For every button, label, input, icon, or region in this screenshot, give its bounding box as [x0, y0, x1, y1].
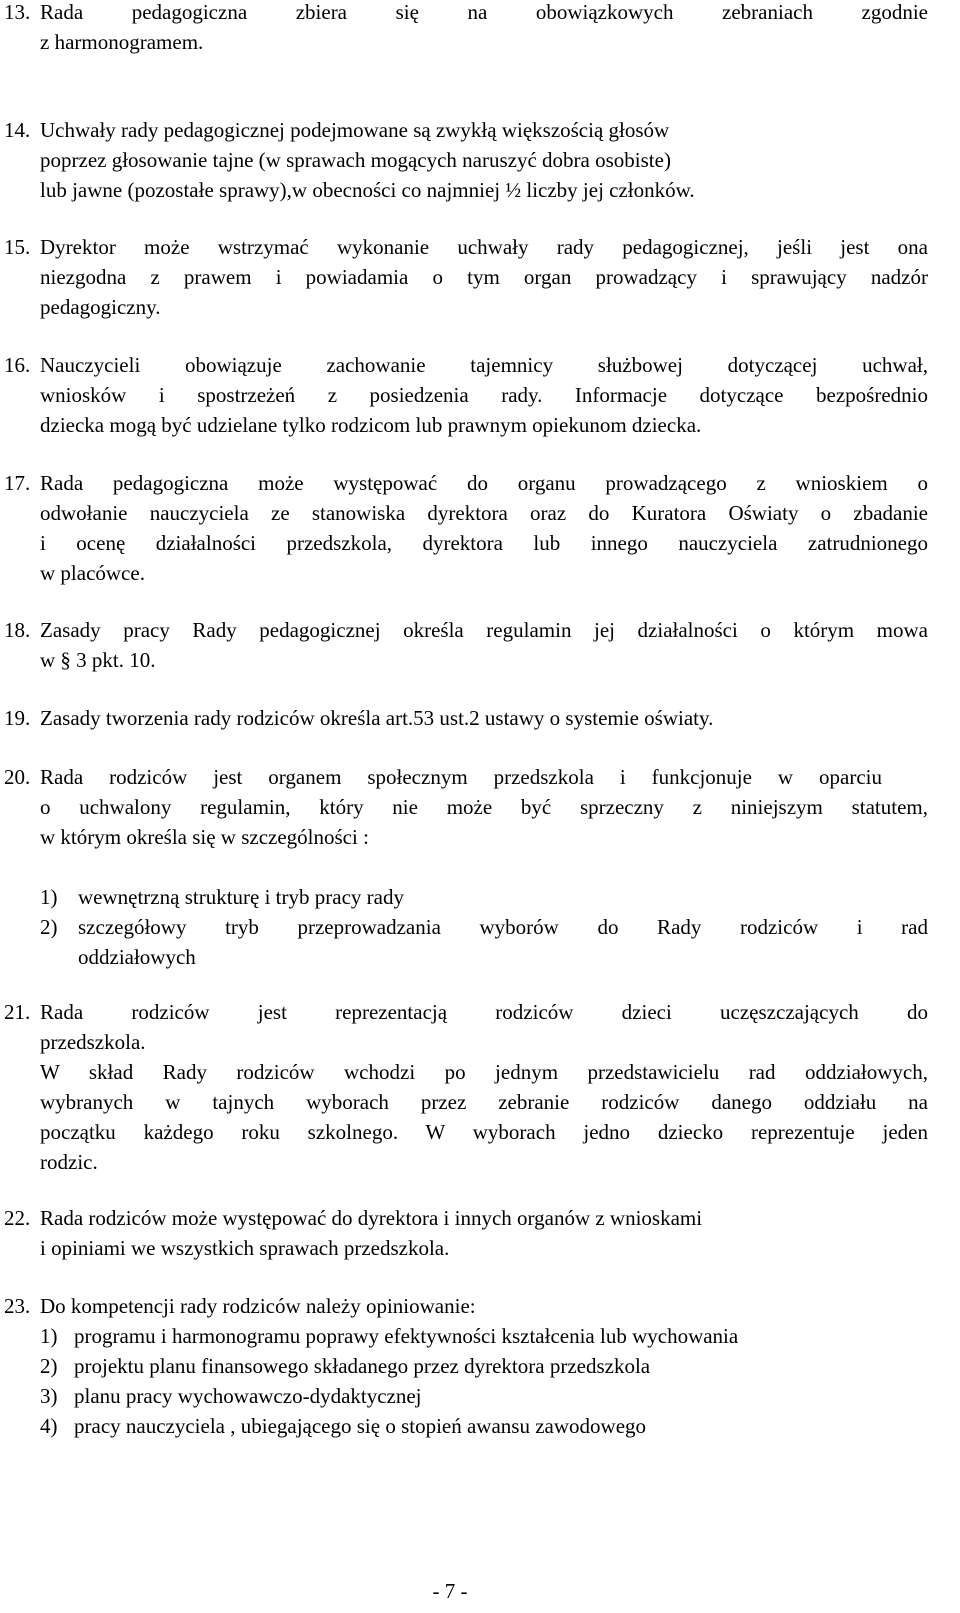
sub-item [40, 1411, 928, 1441]
item-number: 15. [4, 235, 31, 259]
sub-item-text: wewnętrzną strukturę i tryb pracy rady [78, 885, 404, 909]
sub-item-text: oddziałowych [78, 945, 196, 969]
text-line: Rada rodziców jest reprezentacją rodziców dzieci uczęszczających do [40, 1000, 928, 1024]
item-number: 22. [4, 1206, 31, 1230]
text-line: niezgodna z prawem i powiadamia o tym organ prowadzący i sprawujący nadzór [40, 265, 928, 289]
text-line: rodzic. [40, 1150, 98, 1174]
page-number: - 7 - [432, 1579, 468, 1603]
item-text [40, 997, 928, 1177]
text-line: Do kompetencji rady rodziców należy opiniowanie: [40, 1294, 476, 1318]
text-line: w którym określa się w szczególności : [40, 825, 369, 849]
item-text [40, 1203, 928, 1263]
text-line: Rada rodziców może występować do dyrektora i innych organów z wnioskami [40, 1206, 703, 1230]
item-text [40, 232, 928, 322]
item-number: 13. [4, 0, 31, 24]
text-line: z harmonogramem. [40, 30, 204, 54]
sub-item-continuation [40, 942, 928, 972]
text-line: lub jawne (pozostałe sprawy),w obecności co najmniej ½ liczby jej członków. [40, 178, 695, 202]
text-line: poprzez głosowanie tajne (w sprawach mogących naruszyć dobra osobiste) [40, 148, 671, 172]
sub-item-number: 1) [40, 885, 58, 909]
text-line: Zasady pracy Rady pedagogicznej określa regulamin jej działalności o którym mowa [40, 618, 928, 642]
item-text [40, 615, 928, 675]
sub-item [40, 1321, 928, 1351]
text-line: Dyrektor może wstrzymać wykonanie uchwały rady pedagogicznej, jeśli jest ona [40, 235, 928, 259]
item-number: 14. [4, 118, 31, 142]
text-line: wniosków i spostrzeżeń z posiedzenia rady. Informacje dotyczące bezpośrednio [40, 383, 928, 407]
sub-item-text: pracy nauczyciela , ubiegającego się o stopień awansu zawodowego [74, 1414, 647, 1438]
text-line: wybranych w tajnych wyborach przez zebranie rodziców danego oddziału na [40, 1090, 928, 1114]
item-number: 19. [4, 706, 31, 730]
item-text [40, 350, 928, 440]
text-line: W skład Rady rodziców wchodzi po jednym przedstawicielu rad oddziałowych, [40, 1060, 928, 1084]
item-text [40, 115, 860, 205]
sub-item-text: planu pracy wychowawczo-dydaktycznej [74, 1384, 422, 1408]
text-line: Rada pedagogiczna zbiera się na obowiązkowych zebraniach zgodnie [40, 0, 928, 24]
item-text [40, 762, 928, 972]
sub-item-number: 1) [40, 1324, 58, 1348]
text-line: Nauczycieli obowiązuje zachowanie tajemnicy służbowej dotyczącej uchwał, [40, 353, 928, 377]
item-number: 20. [4, 765, 31, 789]
text-line: w placówce. [40, 561, 145, 585]
text-line: dziecka mogą być udzielane tylko rodzicom lub prawnym opiekunom dziecka. [40, 413, 702, 437]
sub-item [40, 1381, 928, 1411]
text-line: Rada rodziców jest organem społecznym przedszkola i funkcjonuje w oparciu [40, 765, 882, 789]
text-line: przedszkola. [40, 1030, 146, 1054]
item-text [40, 703, 928, 733]
item-text [40, 0, 928, 57]
text-line: Rada pedagogiczna może występować do organu prowadzącego z wnioskiem o [40, 471, 928, 495]
text-line: pedagogiczny. [40, 295, 161, 319]
sub-item-number: 3) [40, 1384, 58, 1408]
text-line: odwołanie nauczyciela ze stanowiska dyrektora oraz do Kuratora Oświaty o zbadanie [40, 501, 928, 525]
item-number: 16. [4, 353, 31, 377]
item-text [40, 468, 928, 588]
item-number: 17. [4, 471, 31, 495]
text-line: Zasady tworzenia rady rodziców określa art.53 ust.2 ustawy o systemie oświaty. [40, 706, 714, 730]
text-line: Uchwały rady pedagogicznej podejmowane są zwykłą większością głosów [40, 118, 670, 142]
text-line: i ocenę działalności przedszkola, dyrektora lub innego nauczyciela zatrudnionego [40, 531, 928, 555]
sub-item-text: szczegółowy tryb przeprowadzania wyborów do Rady rodziców i rad [78, 915, 928, 939]
text-line: w § 3 pkt. 10. [40, 648, 156, 672]
sub-item-number: 4) [40, 1414, 58, 1438]
item-number: 21. [4, 1000, 31, 1024]
sub-item-text: projektu planu finansowego składanego przez dyrektora przedszkola [74, 1354, 651, 1378]
sub-item [40, 912, 928, 942]
sub-item [40, 1351, 928, 1381]
text-line: początku każdego roku szkolnego. W wyborach jedno dziecko reprezentuje jeden [40, 1120, 928, 1144]
text-line: i opiniami we wszystkich sprawach przedszkola. [40, 1236, 450, 1260]
sub-item-text: programu i harmonogramu poprawy efektywności kształcenia lub wychowania [74, 1324, 739, 1348]
sub-item [40, 882, 928, 912]
text-line: o uchwalony regulamin, który nie może być sprzeczny z niniejszym statutem, [40, 795, 928, 819]
item-text [40, 1291, 928, 1441]
item-number: 18. [4, 618, 31, 642]
sub-item-number: 2) [40, 915, 58, 939]
item-number: 23. [4, 1294, 31, 1318]
sub-item-number: 2) [40, 1354, 58, 1378]
